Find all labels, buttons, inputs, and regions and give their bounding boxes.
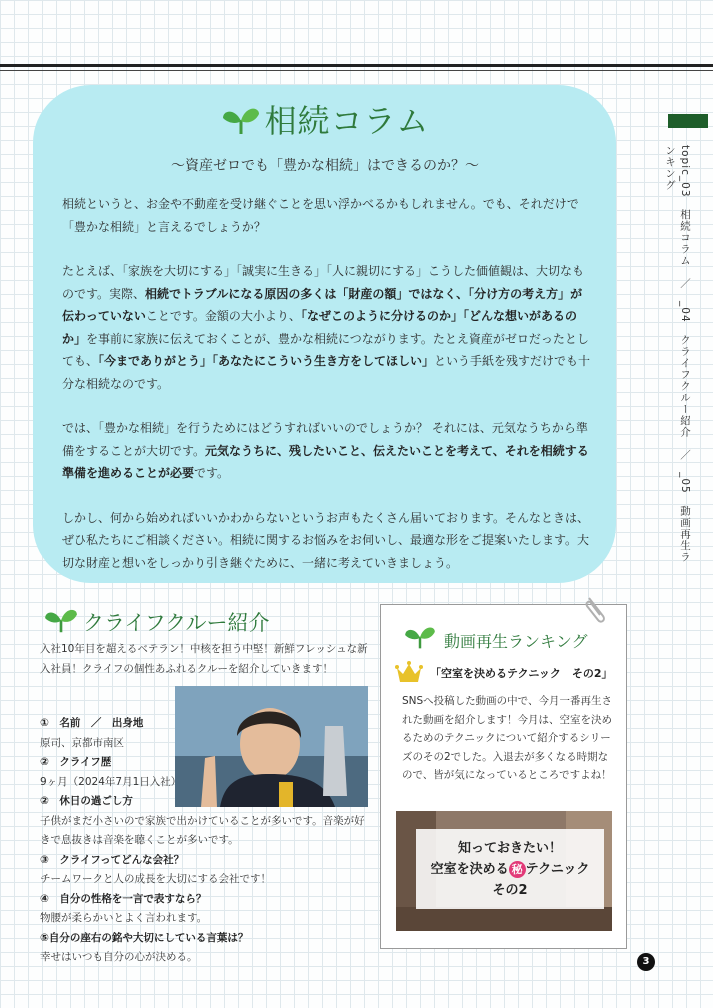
qa-answer-company: チームワークと人の成長を大切にする会社です！	[40, 873, 271, 885]
page-number: 3	[637, 953, 655, 971]
crew-profile-qa	[40, 714, 370, 968]
side-tab-marker	[668, 114, 708, 128]
qa-question-holiday: ② 休日の過ごし方	[40, 795, 133, 807]
column-body	[62, 193, 592, 596]
qa-answer-personality: 物腰が柔らかいとよく言われます。	[40, 912, 208, 924]
crew-section-title: クライフクルー紹介	[42, 604, 269, 639]
column-paragraph-1: 相続というと、お金や不動産を受け継ぐことを思い浮かべるかもしれません。でも、それだけで「豊かな相続」と言えるでしょうか？	[62, 197, 579, 234]
qa-question-personality: ④ 自分の性格を一言で表すなら？	[40, 892, 207, 905]
sprout-icon	[221, 102, 261, 144]
header-rule-thick	[0, 64, 713, 67]
column-subtitle: 〜資産ゼロでも「豊かな相続」はできるのか？〜	[171, 158, 479, 174]
ranking-description: SNSへ投稿した動画の中で、今月一番再生された動画を紹介します！今月は、空室を決めるためのテクニックについて紹介するシリーズのその2でした。入退去が多くなる時期なので、皆が気になっているところですよね！	[402, 695, 612, 781]
qa-question-history: ② クライフ歴	[40, 756, 112, 768]
qa-question-company: ③ クライフってどんな会社？	[40, 853, 185, 866]
qa-answer-name: 原司、京都市南区	[40, 736, 124, 749]
qa-question-motto: ⑤自分の座右の銘や大切にしている言葉は？	[40, 931, 249, 944]
column-paragraph-3: では、「豊かな相続」を行うためにはどうすればいいのでしょうか？ それには、元気なうちから準備をすることが大切です。元気なうちに、残したいこと、伝えたいことを考えて、それを相続する準備を進めることが必要です。	[62, 421, 589, 480]
sprout-icon	[400, 622, 440, 654]
header-rule-thin	[0, 70, 713, 71]
crew-intro: 入社10年目を超えるベテラン！中核を担う中堅！新鮮フレッシュな新入社員！クライフの個性あふれるクルーを紹介していきます！	[40, 643, 368, 675]
crown-icon	[395, 660, 423, 686]
qa-answer-holiday: 子供がまだ小さいので家族で出かけていることが多いです。音楽が好きで息抜きは音楽を聴くことが多いです。	[40, 814, 365, 846]
qa-answer-motto: 幸せはいつも自分の心が決める。	[40, 951, 198, 963]
ranking-video-title: 「空室を決めるテクニック その2」	[430, 667, 613, 680]
thumbnail-caption: 知っておきたい！ 空室を決める 秘 テクニック その2	[430, 841, 590, 898]
ranking-title: 動画再生ランキング	[400, 622, 588, 654]
sprout-icon	[42, 604, 80, 639]
qa-question-name: ① 名前 ／ 出身地	[40, 717, 144, 729]
qa-answer-history: 9ヶ月（2024年7月1日入社）	[40, 775, 182, 788]
paperclip-icon	[583, 594, 609, 624]
secret-badge: 秘	[509, 861, 526, 878]
column-title-text: 相続コラム	[264, 102, 430, 140]
column-paragraph-4: しかし、何から始めればいいかわからないというお声もたくさん届いております。そんなときは、ぜひ私たちにご相談ください。相続に関するお悩みをお伺いし、最適な形をご提案いたします。大切な財産と想いをしっかり引き継ぐために、一緒に考えていきましょう。	[62, 510, 590, 570]
column-title	[0, 96, 650, 144]
side-topic-index: topic_03 相続コラム ／ _04 クライフクルー紹介 ／ _05 動画再生ランキング	[664, 145, 691, 563]
column-paragraph-2: たとえば、「家族を大切にする」「誠実に生きる」「人に親切にする」こうした価値観は、大切なものです。実際、相続でトラブルになる原因の多くは「財産の額」ではなく、「分け方の考え方」が伝わっていないことです。金額の大小より、「なぜこのように分けるのか」「どんな想いがあるのか」を事前に家族に伝えておくことが、豊かな相続につながります。たとえ資産がゼロだったとしても、「今までありがとう」「あなたにこういう生き方をしてほしい」という手紙を残すだけでも十分な相続なのです。	[62, 264, 591, 391]
